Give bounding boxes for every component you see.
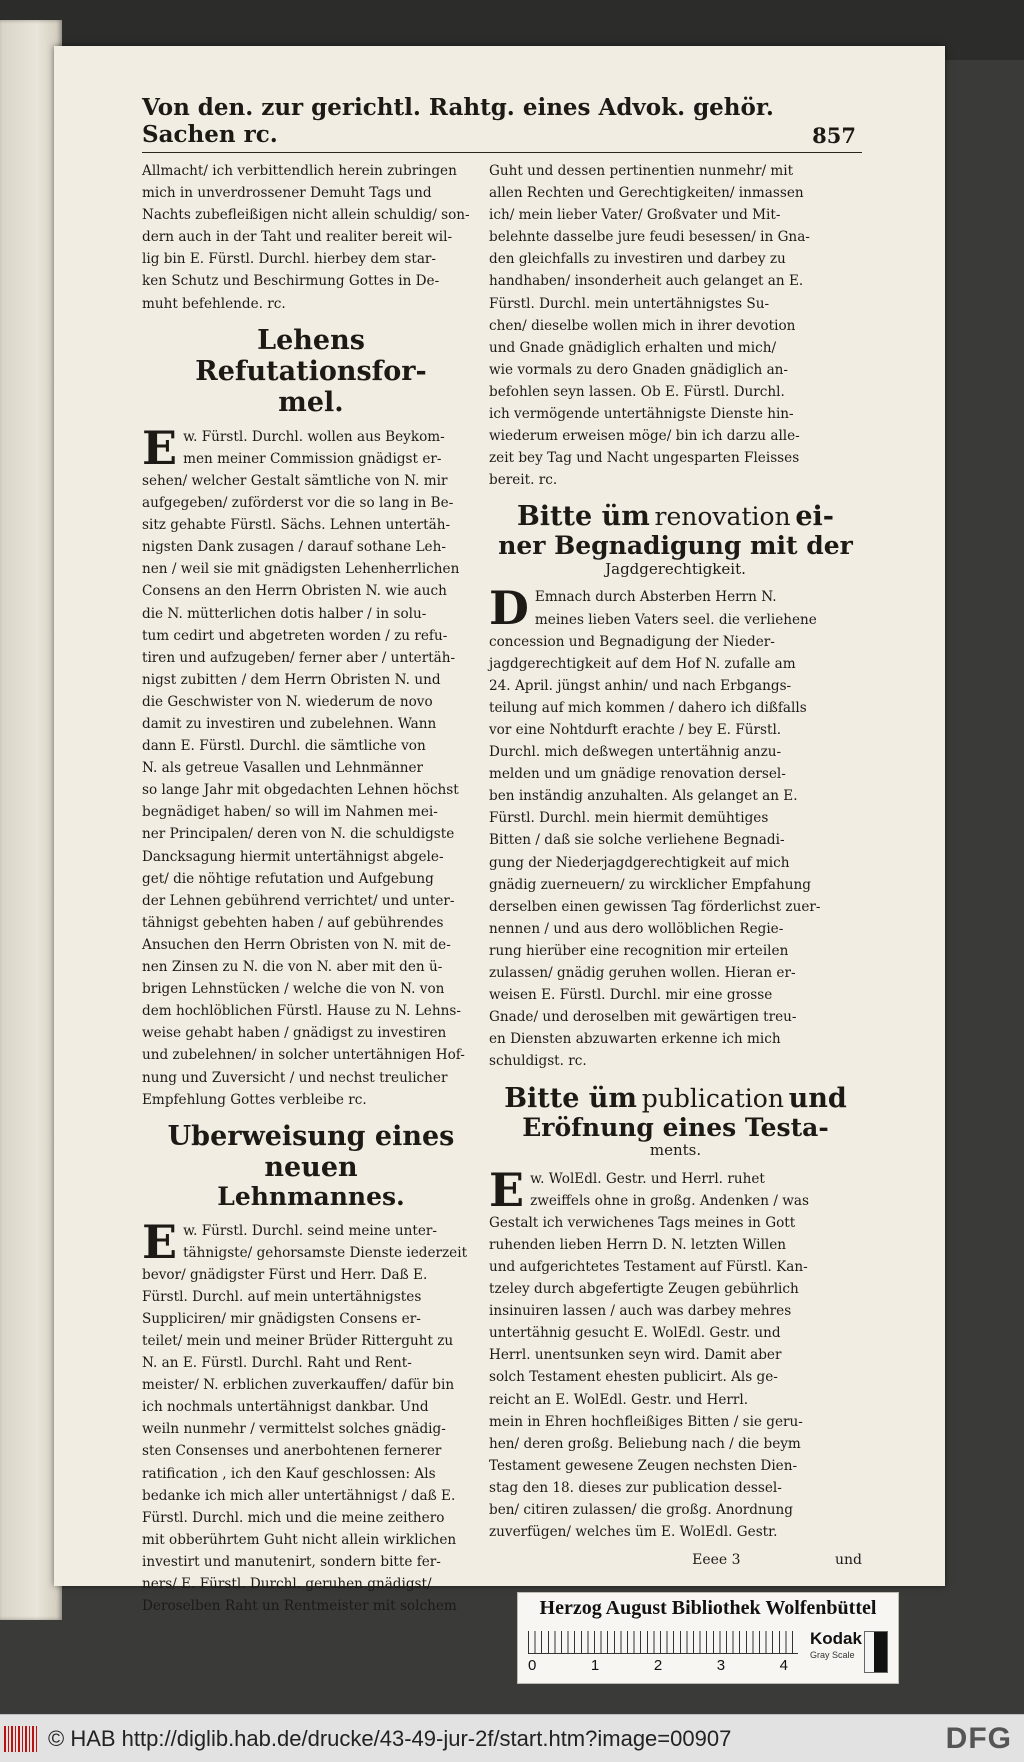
text-line: Allmacht/ ich verbittendlich herein zubringen <box>142 163 457 179</box>
text-line: bevor/ gnädigster Fürst und Herr. Daß E. <box>142 1266 428 1283</box>
text-line: nigst zubitten / dem Herrn Obristen N. und <box>142 671 441 688</box>
text-line: tähnigste/ gehorsamste Dienste iederzeit <box>183 1244 468 1261</box>
text-line: tiren und aufzugeben/ ferner aber / untertäh- <box>142 649 456 666</box>
ruler-digit: 2 <box>653 1657 663 1674</box>
catchword: und <box>835 1552 862 1569</box>
text-line: Fürstl. Durchl. mein hiermit demühtiges <box>489 810 769 827</box>
signature-and-catchword <box>489 1549 862 1571</box>
text-line: zuverfügen/ welches üm E. WolEdl. Gestr. <box>489 1524 778 1541</box>
text-line: weisen E. Fürstl. Durchl. mir eine grosse <box>489 987 773 1004</box>
text-line: sitz gehabte Fürstl. Sächs. Lehnen untertäh- <box>142 517 451 534</box>
section-heading-renovation <box>489 501 862 578</box>
text-line: investirt und manutenirt, sondern bitte fer- <box>142 1553 441 1570</box>
gray-patch <box>864 1631 888 1673</box>
text-line: sten Consenses und anerbohtenen fernerer <box>142 1443 442 1460</box>
heading-line: Lehnmannes. <box>217 1181 405 1211</box>
institution-name: Herzog August Bibliothek Wolfenbüttel <box>539 1597 877 1619</box>
heading-line: mel. <box>278 386 344 418</box>
text-line: men meiner Commission gnädigst er- <box>183 450 442 467</box>
dfg-logo: DFG <box>945 1721 1012 1755</box>
text-line: die N. mütterlichen dotis halber / in solu- <box>142 605 427 622</box>
text-line: dern auch in der Taht und realiter bereit wil- <box>142 229 453 246</box>
text-line: tähnigst gebehten haben / auf gebührendes <box>142 914 444 931</box>
text-line: N. an E. Fürstl. Durchl. Raht und Rent- <box>142 1355 412 1372</box>
kodak-gray-scale: Gray Scale <box>810 1650 855 1660</box>
text-line: ruhenden lieben Herrn D. N. letzten Willen <box>489 1236 787 1253</box>
signature-mark: Eeee 3 <box>692 1552 741 1569</box>
section-body-lehnmann <box>142 1214 480 1618</box>
text-line: zeit bey Tag und Nacht ungesparten Fleisses <box>489 450 800 467</box>
text-line: vor eine Nohtdurft erachte / bey E. Fürstl. <box>489 722 782 739</box>
text-line: insinuiren lassen / auch was darbey mehres <box>489 1303 792 1320</box>
text-line: Durchl. mich deßwegen untertähnig anzu- <box>489 744 782 761</box>
text-line: zulassen/ gnädig geruhen wollen. Hieran er- <box>489 965 796 982</box>
text-line: tzeley durch abgefertigte Zeugen gebührlich <box>489 1281 799 1298</box>
text-line: und zubelehnen/ in solcher untertähnigen Hof- <box>142 1047 465 1064</box>
text-line: Fürstl. Durchl. mein untertähnigstes Su- <box>489 295 770 312</box>
text-line: reicht an E. WolEdl. Gestr. und Herrl. <box>489 1391 749 1408</box>
text-line: und Gnade gnädiglich erhalten und mich/ <box>489 339 777 356</box>
text-line: gnädig zuerneuern/ zu wircklicher Empfahung <box>489 876 811 893</box>
right-column <box>489 160 862 1571</box>
right-intro-paragraph <box>489 160 862 491</box>
text-line: nennen / und aus dero wollöblichen Regie- <box>489 920 784 937</box>
text-line: derselben einen gewissen Tag förderlichst zuer- <box>489 898 821 915</box>
text-line: Fürstl. Durchl. mich und die meine zeithero <box>142 1509 445 1526</box>
hab-barcode-icon <box>4 1726 38 1752</box>
text-line: nung und Zuversicht / und nechst treulicher <box>142 1069 448 1086</box>
text-line: Testament gewesene Zeugen nechsten Dien- <box>489 1457 798 1474</box>
text-line: nigsten Dank zusagen / darauf sothane Leh- <box>142 539 446 556</box>
text-line: meister/ N. erblichen zuverkauffen/ dafür bin <box>142 1377 455 1394</box>
ruler-digit: 4 <box>779 1657 788 1674</box>
text-line: ners/ E. Fürstl. Durchl. geruhen gnädigst/ <box>142 1576 432 1593</box>
section-heading-refutation <box>142 325 480 418</box>
page-number: 857 <box>812 123 856 148</box>
text-line: ich/ mein lieber Vater/ Großvater und Mit- <box>489 207 781 224</box>
drop-capital: D <box>489 581 529 636</box>
text-line: Fürstl. Durchl. auf mein untertähnigstes <box>142 1288 422 1305</box>
text-line: sehen/ welcher Gestalt sämtliche von N. mir <box>142 472 448 489</box>
text-line: Herrl. unentsunken seyn wird. Damit aber <box>489 1347 782 1364</box>
left-intro-paragraph <box>142 160 480 315</box>
text-line: w. Fürstl. Durchl. seind meine unter- <box>183 1222 438 1239</box>
text-line: en Diensten abzuwarten erkenne ich mich <box>489 1031 781 1048</box>
heading-blackletter: ei- <box>795 501 835 533</box>
text-line: und aufgerichtetes Testament auf Fürstl. Kan- <box>489 1258 808 1275</box>
text-line: N. als getreue Vasallen und Lehnmänner <box>142 760 424 777</box>
text-line: concession und Begnadigung der Nieder- <box>489 633 775 650</box>
text-line: w. Fürstl. Durchl. wollen aus Beykom- <box>183 428 445 445</box>
text-line: ken Schutz und Beschirmung Gottes in De- <box>142 273 440 290</box>
text-line: weiln nunmehr / vermittelst solches gnädig- <box>142 1421 446 1438</box>
copyright-link[interactable]: © HAB http://diglib.hab.de/drucke/43-49-jur-2f/start.htm?image=00907 <box>48 1725 732 1751</box>
heading-line: ments. <box>649 1141 702 1160</box>
section-body-renovation <box>489 581 862 1072</box>
text-line: aufgegeben/ zuförderst vor die so lang in Be- <box>142 495 454 512</box>
ruler-scale <box>528 1627 798 1677</box>
section-heading-lehnmann <box>142 1121 480 1212</box>
text-line: teilung auf mich kommen / dahero ich dißfalls <box>489 699 807 716</box>
ruler-digit: 1 <box>590 1657 600 1674</box>
heading-line: Uberweisung eines neuen <box>167 1120 455 1183</box>
text-line: nen / weil sie mit gnädigsten Lehenherrlichen <box>142 561 460 578</box>
heading-line: Eröfnung eines Testa- <box>522 1112 829 1142</box>
text-line: Gnade/ und deroselben mit gewärtigen treu- <box>489 1009 797 1026</box>
text-line: ben inständig anzuhalten. Als gelanget an E. <box>489 788 798 805</box>
text-line: mein in Ehren hochfleißiges Bitten / sie geru- <box>489 1413 803 1430</box>
text-line: wiederum erweisen möge/ bin ich darzu alle- <box>489 428 800 445</box>
text-line: rung hierüber eine recognition mir erteilen <box>489 942 789 959</box>
text-line: solch Testament ehesten publicirt. Als ge- <box>489 1369 778 1386</box>
text-line: Suppliciren/ mir gnädigsten Consens er- <box>142 1310 421 1327</box>
text-line: wie vormals zu dero Gnaden gnädiglich an- <box>489 361 789 378</box>
text-line: schuldigst. rc. <box>489 1053 587 1070</box>
text-line: allen Rechten und Gerechtigkeiten/ inmassen <box>489 185 804 202</box>
text-line: dann E. Fürstl. Durchl. die sämtliche von <box>142 738 426 755</box>
text-line: ich vermögende untertähnigste Dienste hin- <box>489 406 794 423</box>
heading-blackletter: Bitte üm <box>516 501 650 533</box>
text-line: teilet/ mein und meiner Brüder Ritterguht zu <box>142 1333 454 1350</box>
drop-capital: E <box>489 1162 525 1217</box>
text-line: lig bin E. Fürstl. Durchl. hierbey dem star- <box>142 251 437 268</box>
text-line: befohlen seyn lassen. Ob E. Fürstl. Durchl. <box>489 383 785 400</box>
heading-blackletter: und <box>788 1082 847 1114</box>
text-line: muht befehlende. rc. <box>142 295 286 312</box>
section-heading-publication <box>489 1083 862 1160</box>
text-line: dem hochlöblichen Fürstl. Hause zu N. Lehns- <box>142 1003 461 1020</box>
section-body-refutation <box>142 420 480 1111</box>
text-line: damit zu investiren und zubelehnen. Wann <box>142 716 437 733</box>
text-line: Bitten / daß sie solche verliehene Begnadi- <box>489 832 785 849</box>
ruler-digit: 0 <box>528 1657 537 1674</box>
text-line: weise gehabt haben / gnädigst zu investiren <box>142 1025 447 1042</box>
running-head-title: Von den. zur gerichtl. Rahtg. eines Advok. gehör. Sachen rc. <box>142 94 774 148</box>
text-line: der Lehnen gebührend verrichtet/ und unter- <box>142 892 455 909</box>
text-line: brigen Lehnstücken / welche die von N. von <box>142 981 445 998</box>
heading-line: Lehens Refutationsfor- <box>195 324 427 387</box>
drop-capital: E <box>142 1214 178 1269</box>
left-column <box>142 160 480 1623</box>
text-line: handhaben/ insonderheit auch gelanget an E. <box>489 273 804 290</box>
text-line: Consens an den Herrn Obristen N. wie auch <box>142 583 447 600</box>
heading-blackletter: Bitte üm <box>504 1082 637 1114</box>
section-body-publication <box>489 1162 862 1544</box>
text-line: Dancksagung hiermit untertähnigst abgele- <box>142 848 444 865</box>
text-line: meines lieben Vaters seel. die verliehene <box>534 611 817 628</box>
text-line: die Geschwister von N. wiederum de novo <box>142 693 433 710</box>
text-line: ner Principalen/ deren von N. die schuldigste <box>142 826 455 843</box>
text-line: ben/ citiren zulassen/ die großg. Anordnung <box>489 1501 793 1518</box>
text-line: Guht und dessen pertinentien nunmehr/ mit <box>489 163 794 179</box>
text-line: w. WolEdl. Gestr. und Herrl. ruhet <box>530 1170 765 1187</box>
heading-latin-word: publication <box>641 1083 784 1113</box>
text-line: Deroselben Raht un Rentmeister mit solchem <box>142 1598 457 1615</box>
text-line: untertähnig gesucht E. WolEdl. Gestr. und <box>489 1325 781 1342</box>
ruler-digits <box>528 1657 788 1674</box>
heading-line: ner Begnadigung mit der <box>498 531 853 561</box>
viewer-footer <box>0 1714 1024 1762</box>
text-line: gung der Niederjagdgerechtigkeit auf mich <box>489 854 790 871</box>
text-line: bedanke ich mich aller untertähnigst / daß E. <box>142 1487 456 1504</box>
drop-capital: E <box>142 420 178 475</box>
text-line: begnädiget haben/ so will im Nahmen mei- <box>142 804 438 821</box>
text-line: nen Zinsen zu N. die von N. aber mit den ü- <box>142 959 443 976</box>
text-line: den gleichfalls zu investiren und darbey zu <box>489 251 786 268</box>
text-line: Gestalt ich verwichenes Tags meines in Gott <box>489 1214 796 1231</box>
heading-line: Jagdgerechtigkeit. <box>605 560 746 579</box>
text-line: belehnte dasselbe jure feudi besessen/ in Gna- <box>489 229 810 246</box>
text-line: jagdgerechtigkeit auf dem Hof N. zufalle am <box>489 655 796 672</box>
text-line: melden und um gnädige renovation dersel- <box>489 766 786 783</box>
text-line: Empfehlung Gottes verbleibe rc. <box>142 1091 367 1108</box>
text-line: Emnach durch Absterben Herrn N. <box>534 589 777 606</box>
text-line: get/ die nöhtige refutation und Aufgebung <box>142 870 434 887</box>
text-line: 24. April. jüngst anhin/ und nach Erbgangs- <box>489 677 792 694</box>
ruler-ticks <box>528 1631 798 1654</box>
heading-latin-word: renovation <box>654 502 791 532</box>
ruler-digit: 3 <box>716 1657 726 1674</box>
text-line: stag den 18. dieses zur publication dessel- <box>489 1479 782 1496</box>
text-line: ich nochmals untertähnigst dankbar. Und <box>142 1399 429 1416</box>
text-line: hen/ deren großg. Beliebung nach / die beym <box>489 1435 801 1452</box>
running-head <box>142 94 862 153</box>
text-line: mit obberührtem Guht nicht allein wirklichen <box>142 1531 457 1548</box>
library-color-scale-label <box>517 1592 899 1684</box>
kodak-brand: Kodak <box>810 1629 862 1648</box>
text-line: so lange Jahr mit obgedachten Lehnen höchst <box>142 782 459 799</box>
text-line: tum cedirt und abgetreten worden / zu refu- <box>142 627 448 644</box>
text-line: bereit. rc. <box>489 472 558 489</box>
adjacent-page-edge <box>0 20 62 1620</box>
text-line: Nachts zubefleißigen nicht allein schuldig/ son- <box>142 207 470 224</box>
text-line: ratification , ich den Kauf geschlossen: Als <box>142 1465 436 1482</box>
text-line: mich in unverdrossener Demuht Tags und <box>142 185 432 202</box>
text-line: Ansuchen den Herrn Obristen von N. mit de- <box>142 936 451 953</box>
text-line: chen/ dieselbe wollen mich in ihrer devotion <box>489 317 796 334</box>
text-line: zweiffels ohne in großg. Andenken / was <box>530 1192 809 1209</box>
